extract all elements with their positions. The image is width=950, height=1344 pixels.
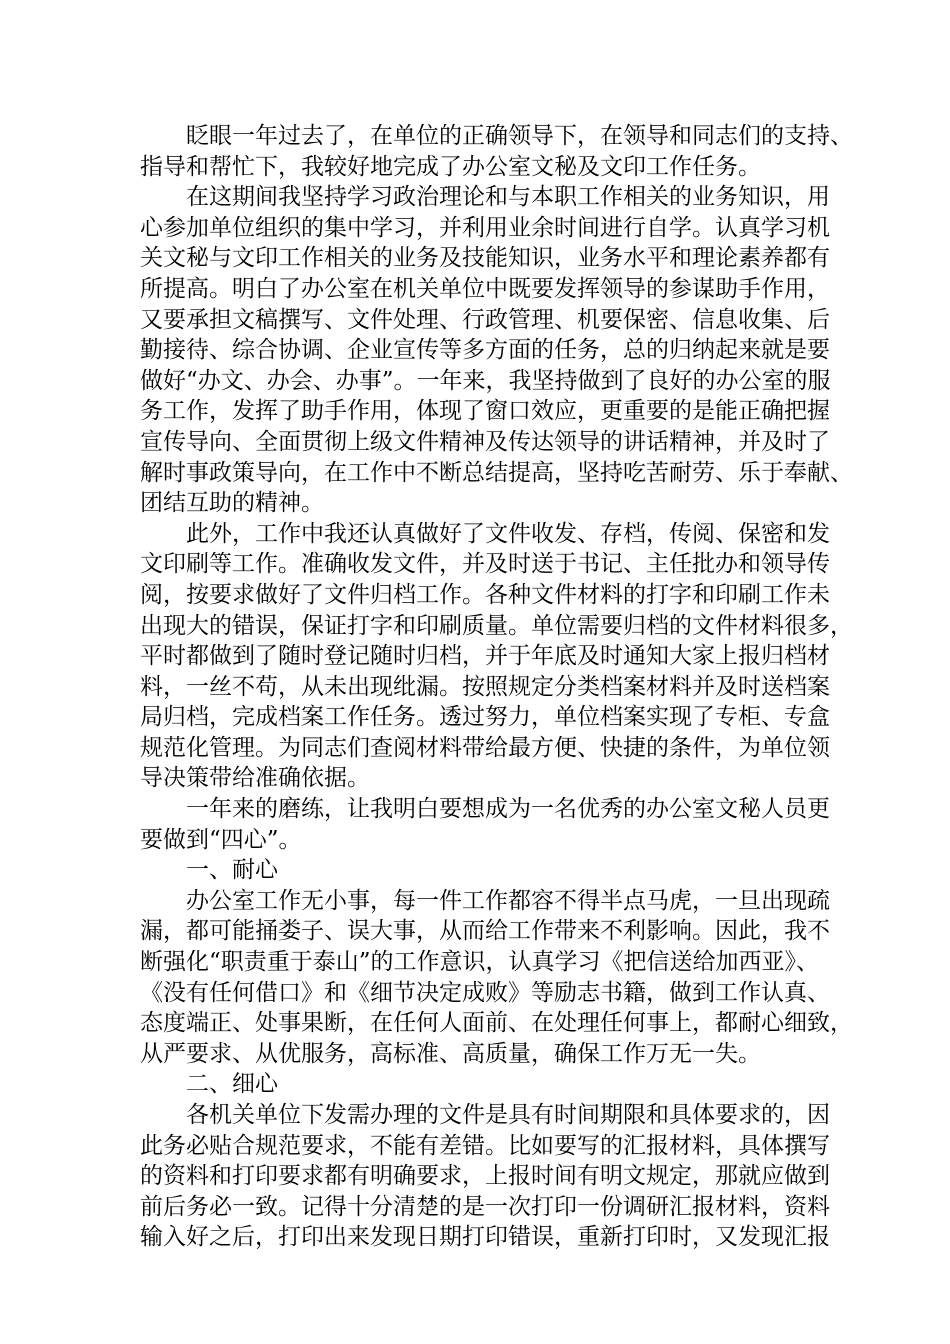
paragraph-line: 解时事政策导向，在工作中不断总结提高，坚持吃苦耐劳、乐于奉献、: [140, 459, 853, 486]
paragraph-line: 平时都做到了随时登记随时归档，并于年底及时通知大家上报归档材: [140, 643, 830, 670]
paragraph-line: 各机关单位下发需办理的文件是具有时间期限和具体要求的，因: [186, 1102, 830, 1128]
paragraph-line: 此务必贴合规范要求，不能有差错。比如要写的汇报材料，具体撰写: [140, 1132, 830, 1159]
paragraph-line: 一年来的磨练，让我明白要想成为一名优秀的办公室文秘人员更: [186, 796, 830, 823]
paragraph: [140, 182, 853, 519]
paragraph: [140, 121, 853, 182]
paragraph-line: 阅，按要求做好了文件归档工作。各种文件材料的打字和印刷工作未: [140, 581, 830, 608]
paragraph: [140, 886, 853, 1070]
paragraph-line: 务工作，发挥了助手作用，体现了窗口效应，更重要的是能正确把握: [140, 398, 830, 425]
paragraph-line: 文印刷等工作。准确收发文件，并及时送于书记、主任批办和领导传: [140, 551, 830, 578]
section-heading: 二、细心: [186, 1071, 278, 1098]
paragraph: [140, 794, 830, 855]
paragraph-line: 要做到“四心”。: [140, 826, 302, 853]
paragraph-line: 《没有任何借口》和《细节决定成败》等励志书籍，做到工作认真、: [140, 979, 830, 1006]
paragraph-line: 心参加单位组织的集中学习，并利用业余时间进行自学。认真学习机: [140, 214, 830, 241]
paragraph-line: 输入好之后，打印出来发现日期打印错误，重新打印时，又发现汇报: [140, 1224, 830, 1251]
paragraph-line: 又要承担文稿撰写、文件处理、行政管理、机要保密、信息收集、后: [140, 306, 830, 333]
paragraph-line: 导决策带给准确依据。: [140, 765, 370, 792]
paragraph-line: 态度端正、处事果断，在任何人面前、在处理任何事上，都耐心细致，: [140, 1010, 853, 1037]
paragraph-line: 局归档，完成档案工作任务。透过努力，单位档案实现了专柜、专盒: [140, 704, 830, 731]
paragraph-line: 指导和帮忙下，我较好地完成了办公室文秘及文印工作任务。: [140, 153, 761, 180]
paragraph-line: 出现大的错误，保证打字和印刷质量。单位需要归档的文件材料很多，: [140, 612, 853, 639]
paragraph-line: 规范化管理。为同志们查阅材料带给最方便、快捷的条件，为单位领: [140, 734, 830, 761]
paragraph-line: 漏，都可能捅娄子、误大事，从而给工作带来不利影响。因此，我不: [140, 918, 830, 945]
paragraph: [140, 519, 853, 794]
paragraph-line: 前后务必一致。记得十分清楚的是一次打印一份调研汇报材料，资料: [140, 1193, 830, 1220]
paragraph-line: 做好“办文、办会、办事”。一年来，我坚持做到了良好的办公室的服: [140, 367, 831, 394]
paragraph-line: 办公室工作无小事，每一件工作都容不得半点马虎，一旦出现疏: [186, 887, 830, 914]
paragraph-line: 关文秘与文印工作相关的业务及技能知识，业务水平和理论素养都有: [140, 245, 830, 272]
paragraph-line: 宣传导向、全面贯彻上级文件精神及传达领导的讲话精神，并及时了: [140, 428, 830, 455]
paragraph-line: 勤接待、综合协调、企业宣传等多方面的任务，总的归纳起来就是要: [140, 337, 830, 364]
paragraph-line: 团结互助的精神。: [140, 490, 324, 517]
paragraph-line: 料，一丝不苟，从未出现纰漏。按照规定分类档案材料并及时送档案: [140, 673, 830, 700]
section-heading: 一、耐心: [186, 857, 278, 884]
paragraph-line: 眨眼一年过去了，在单位的正确领导下，在领导和同志们的支持、: [186, 123, 853, 149]
paragraph-line: 此外，工作中我还认真做好了文件收发、存档，传阅、保密和发: [186, 520, 830, 547]
paragraph-line: 在这期间我坚持学习政治理论和与本职工作相关的业务知识，用: [186, 184, 830, 211]
document-body: [140, 121, 853, 1253]
paragraph-line: 从严要求、从优服务，高标准、高质量，确保工作万无一失。: [140, 1040, 761, 1067]
paragraph-line: 的资料和打印要求都有明确要求，上报时间有明文规定，那就应做到: [140, 1163, 830, 1190]
paragraph-line: 所提高。明白了办公室在机关单位中既要发挥领导的参谋助手作用，: [140, 275, 830, 302]
paragraph: [140, 1100, 830, 1253]
paragraph-line: 断强化“职责重于泰山”的工作意识，认真学习《把信送给加西亚》、: [140, 949, 820, 976]
